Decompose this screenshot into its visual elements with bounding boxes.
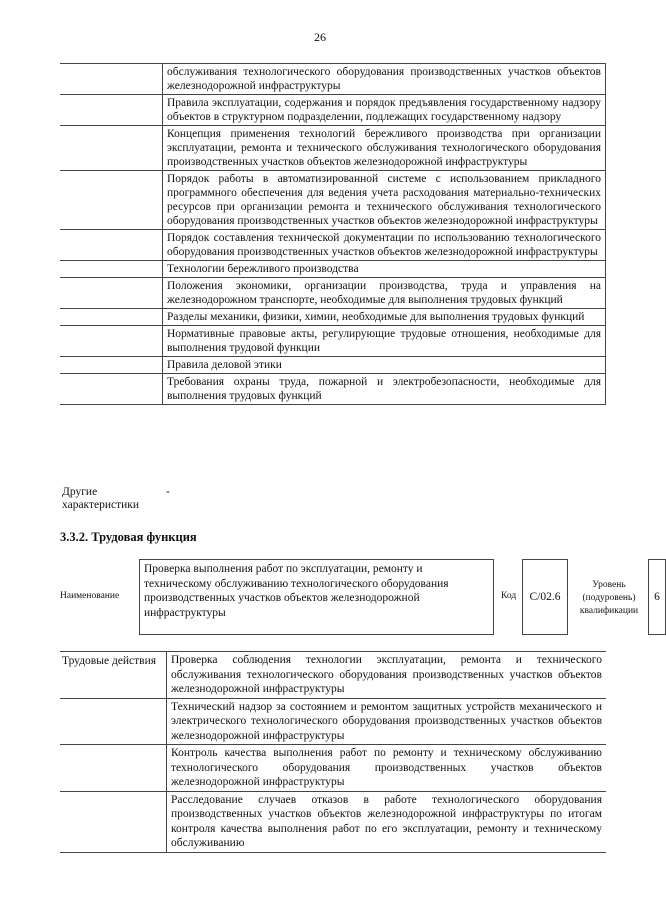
labor-action-cell: Проверка соблюдения технологии эксплуатации, ремонта и технического обслуживания технологического оборудования производственных участков объектов железнодорожной инфраструктуры (166, 652, 606, 698)
knowledge-row (60, 308, 606, 325)
page-number: 26 (314, 30, 326, 44)
knowledge-row (60, 125, 606, 170)
knowledge-row (60, 94, 606, 125)
labor-actions-table (60, 651, 606, 853)
knowledge-cell: Нормативные правовые акты, регулирующие трудовые отношения, необходимые для выполнения трудовой функции (162, 326, 606, 356)
knowledge-cell: Требования охраны труда, пожарной и электробезопасности, необходимые для выполнения трудовых функций (162, 374, 606, 404)
qualification-level-label: Уровень (подуровень) квалификации (579, 580, 639, 616)
labor-action-row (60, 744, 606, 791)
function-code-label: Код (501, 591, 517, 601)
other-characteristics-row (60, 484, 606, 514)
knowledge-row (60, 63, 606, 94)
qualification-level: 6 (648, 559, 666, 635)
labor-action-cell: Технический надзор за состоянием и ремонтом защитных устройств механического и электрического технологического оборудования производственных участков объектов железнодорожной инфраструктуры (166, 699, 606, 745)
other-characteristics-value: - (166, 486, 170, 498)
knowledge-cell: обслуживания технологического оборудования производственных участков объектов железнодорожной инфраструктуры (162, 64, 606, 94)
labor-action-row (60, 651, 606, 698)
knowledge-table (60, 63, 606, 405)
knowledge-cell: Правила эксплуатации, содержания и порядок предъявления государственному надзору объектов в структурном подразделении, подлежащих государственному надзору (162, 95, 606, 125)
labor-actions-label: Трудовые действия (62, 655, 157, 667)
knowledge-row (60, 373, 606, 405)
function-code: C/02.6 (522, 559, 568, 635)
knowledge-cell: Технологии бережливого производства (162, 261, 606, 277)
labor-action-cell: Расследование случаев отказов в работе технологического оборудования производственных участков объектов железнодорожной инфраструктуры по итогам контроля качества выполнения работ по его эксплуатации, ремонту и техническому обслуживанию (166, 792, 606, 852)
function-name: Проверка выполнения работ по эксплуатации, ремонту и техническому обслуживанию технологического оборудования производственных участков объектов железнодорожной инфраструктуры (139, 559, 494, 635)
knowledge-cell: Концепция применения технологий бережливого производства при организации эксплуатации, ремонта и технического обслуживания технологического оборудования производственных участков объектов железнодорожной инфраструктуры (162, 126, 606, 170)
function-header (60, 559, 660, 637)
function-name-label: Наименование (60, 591, 120, 601)
other-characteristics-label: Другие характеристики (62, 486, 140, 511)
knowledge-row (60, 325, 606, 356)
labor-action-row (60, 791, 606, 853)
knowledge-row (60, 356, 606, 373)
knowledge-row (60, 170, 606, 229)
knowledge-cell: Положения экономики, организации производства, труда и управления на железнодорожном транспорте, необходимые для выполнения трудовых функций (162, 278, 606, 308)
section-title: 3.3.2. Трудовая функция (60, 530, 197, 544)
knowledge-row (60, 229, 606, 260)
knowledge-cell: Порядок работы в автоматизированной системе с использованием прикладного программного обеспечения для ведения учета расходования материально-технических ресурсов при организации ремонта и технического обслуживания технологического оборудования производственных участков объектов железнодорожной инфраструктуры (162, 171, 606, 229)
labor-action-cell: Контроль качества выполнения работ по ремонту и техническому обслуживанию технологического оборудования производственных участков объектов железнодорожной инфраструктуры (166, 745, 606, 791)
knowledge-cell: Порядок составления технической документации по использованию технологического оборудования производственных участков объектов железнодорожной инфраструктуры (162, 230, 606, 260)
knowledge-cell: Разделы механики, физики, химии, необходимые для выполнения трудовых функций (162, 309, 606, 325)
labor-action-row (60, 698, 606, 745)
knowledge-cell: Правила деловой этики (162, 357, 606, 373)
knowledge-row (60, 277, 606, 308)
knowledge-row (60, 260, 606, 277)
